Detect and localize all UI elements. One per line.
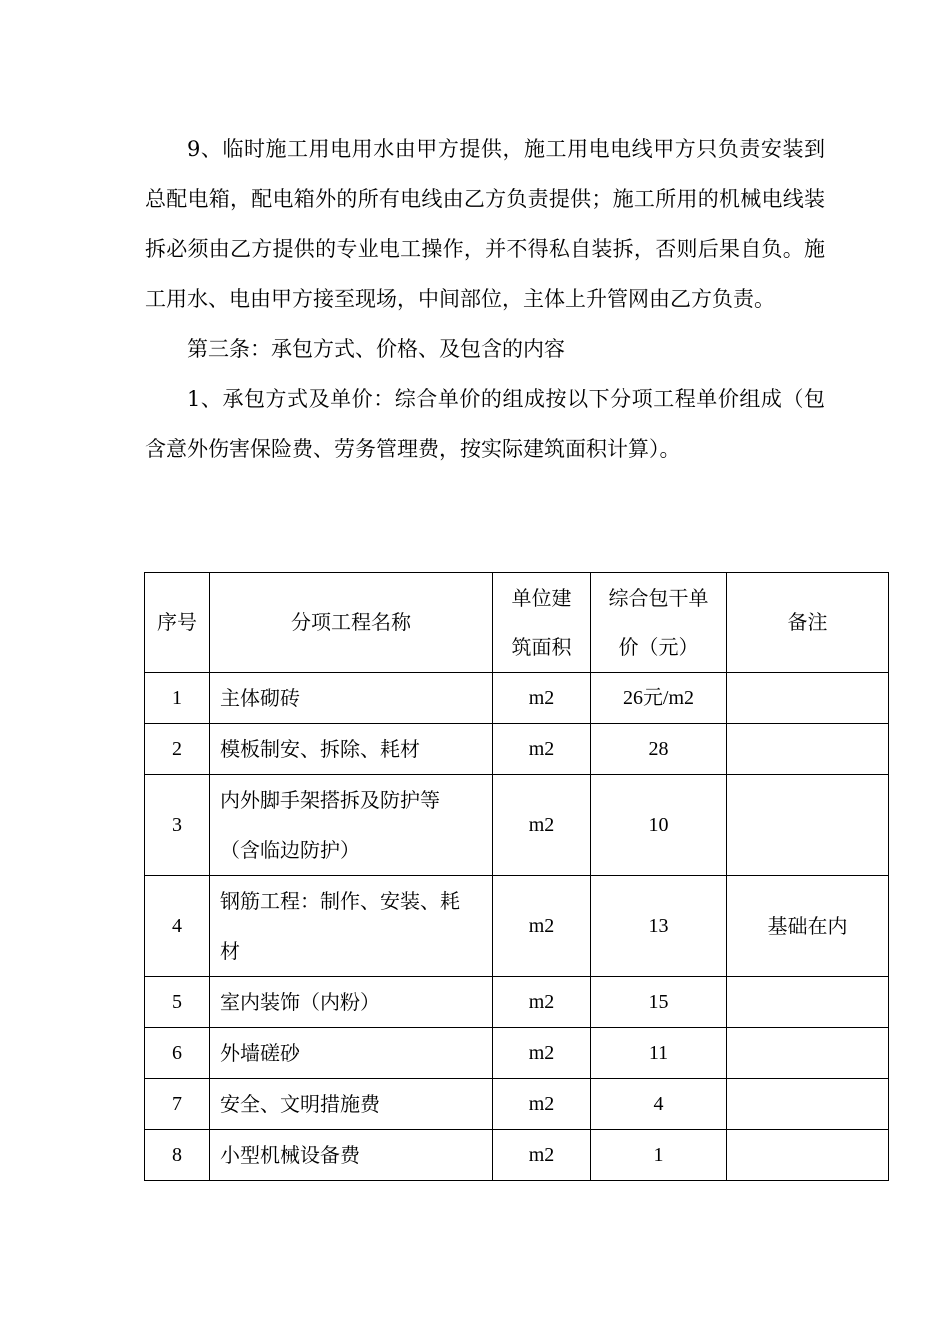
cell-note bbox=[727, 1079, 889, 1130]
table-row bbox=[145, 1079, 889, 1130]
header-price bbox=[591, 573, 727, 673]
cell-name: 钢筋工程：制作、安装、耗材 bbox=[210, 876, 493, 977]
table-header-row bbox=[145, 573, 889, 673]
cell-note bbox=[727, 673, 889, 724]
cell-no: 4 bbox=[145, 876, 210, 977]
cell-unit: m2 bbox=[493, 977, 591, 1028]
header-price-text: 综合包干单价（元） bbox=[608, 585, 709, 659]
cell-price: 26元/m2 bbox=[591, 673, 727, 724]
header-unit-text: 单位建筑面积 bbox=[511, 585, 572, 659]
table-row bbox=[145, 1130, 889, 1181]
header-note: 备注 bbox=[727, 573, 889, 673]
cell-price: 10 bbox=[591, 775, 727, 876]
table-row bbox=[145, 775, 889, 876]
cell-note: 基础在内 bbox=[727, 876, 889, 977]
cell-no: 5 bbox=[145, 977, 210, 1028]
cell-price: 1 bbox=[591, 1130, 727, 1181]
cell-name: 外墙磋砂 bbox=[210, 1028, 493, 1079]
header-no: 序号 bbox=[145, 573, 210, 673]
price-table-container bbox=[144, 572, 888, 1181]
cell-note bbox=[727, 977, 889, 1028]
cell-name: 内外脚手架搭拆及防护等（含临边防护） bbox=[210, 775, 493, 876]
cell-no: 1 bbox=[145, 673, 210, 724]
table-row bbox=[145, 1028, 889, 1079]
cell-no: 2 bbox=[145, 724, 210, 775]
cell-note bbox=[727, 775, 889, 876]
table-row bbox=[145, 724, 889, 775]
document-body bbox=[145, 124, 825, 474]
cell-name: 主体砌砖 bbox=[210, 673, 493, 724]
cell-no: 8 bbox=[145, 1130, 210, 1181]
cell-unit: m2 bbox=[493, 876, 591, 977]
article-3-heading: 第三条：承包方式、价格、及包含的内容 bbox=[187, 337, 565, 361]
cell-unit: m2 bbox=[493, 724, 591, 775]
table-row bbox=[145, 876, 889, 977]
cell-name: 室内装饰（内粉） bbox=[210, 977, 493, 1028]
cell-price: 4 bbox=[591, 1079, 727, 1130]
cell-price: 28 bbox=[591, 724, 727, 775]
cell-price: 15 bbox=[591, 977, 727, 1028]
cell-note bbox=[727, 1028, 889, 1079]
cell-price: 13 bbox=[591, 876, 727, 977]
cell-name: 小型机械设备费 bbox=[210, 1130, 493, 1181]
table-row bbox=[145, 977, 889, 1028]
cell-unit: m2 bbox=[493, 775, 591, 876]
table-row bbox=[145, 673, 889, 724]
price-table bbox=[144, 572, 889, 1181]
cell-no: 6 bbox=[145, 1028, 210, 1079]
cell-note bbox=[727, 724, 889, 775]
cell-name: 安全、文明措施费 bbox=[210, 1079, 493, 1130]
cell-unit: m2 bbox=[493, 673, 591, 724]
cell-price: 11 bbox=[591, 1028, 727, 1079]
cell-name: 模板制安、拆除、耗材 bbox=[210, 724, 493, 775]
cell-unit: m2 bbox=[493, 1028, 591, 1079]
cell-no: 7 bbox=[145, 1079, 210, 1130]
cell-unit: m2 bbox=[493, 1079, 591, 1130]
cell-unit: m2 bbox=[493, 1130, 591, 1181]
cell-note bbox=[727, 1130, 889, 1181]
paragraph-item-9: 9、临时施工用电用水由甲方提供，施工用电电线甲方只负责安装到总配电箱，配电箱外的所有电线由乙方负责提供；施工所用的机械电线装拆必须由乙方提供的专业电工操作，并不得私自装拆，否则后果自负。施工用水、电由甲方接至现场，中间部位，主体上升管网由乙方负责。 bbox=[145, 137, 825, 311]
paragraph-contract-method: 1、承包方式及单价：综合单价的组成按以下分项工程单价组成（包含意外伤害保险费、劳务管理费，按实际建筑面积计算）。 bbox=[145, 387, 825, 461]
cell-no: 3 bbox=[145, 775, 210, 876]
header-name: 分项工程名称 bbox=[210, 573, 493, 673]
header-unit bbox=[493, 573, 591, 673]
